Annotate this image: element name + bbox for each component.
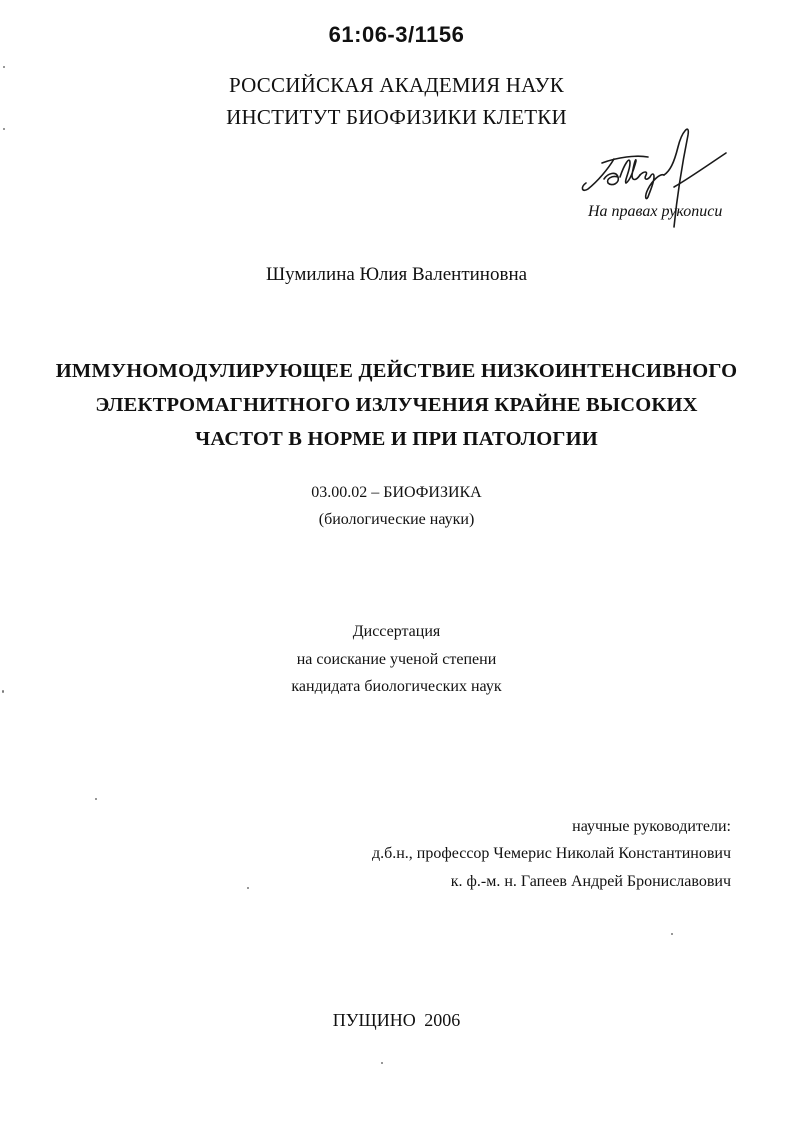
author-name: Шумилина Юлия Валентиновна	[265, 264, 528, 285]
supervisor-second: к. ф.-м. н. Гапеев Андрей Брониславович	[450, 873, 731, 890]
degree-purpose: на соискание ученой степени	[296, 651, 497, 668]
scan-speck	[381, 1062, 383, 1064]
degree-heading: Диссертация	[352, 623, 441, 640]
dissertation-title-line: ИММУНОМОДУЛИРУЮЩЕЕ ДЕЙСТВИЕ НИЗКОИНТЕНСИВНОГО	[55, 360, 738, 382]
specialty-code: 03.00.02 – БИОФИЗИКА	[311, 484, 482, 501]
manuscript-note: На правах рукописи	[588, 203, 723, 220]
supervisor-first: д.б.н., профессор Чемерис Николай Константинович	[371, 845, 731, 862]
institute-name: ИНСТИТУТ БИОФИЗИКИ КЛЕТКИ	[226, 105, 567, 129]
scan-speck	[3, 128, 5, 130]
academy-name: РОССИЙСКАЯ АКАДЕМИЯ НАУК	[229, 73, 564, 97]
dissertation-title-line: ЭЛЕКТРОМАГНИТНОГО ИЗЛУЧЕНИЯ КРАЙНЕ ВЫСОКИХ	[95, 394, 698, 416]
scan-speck	[2, 690, 4, 693]
supervisors-label: научные руководители:	[572, 818, 731, 835]
science-field: (биологические науки)	[318, 511, 475, 528]
degree-name: кандидата биологических наук	[291, 678, 502, 695]
scan-speck	[3, 66, 5, 68]
place-year: ПУЩИНО 2006	[332, 1010, 461, 1030]
scan-speck	[247, 887, 249, 889]
dissertation-title-line: ЧАСТОТ В НОРМЕ И ПРИ ПАТОЛОГИИ	[195, 428, 598, 450]
scan-speck	[671, 933, 673, 935]
scan-speck	[95, 798, 97, 800]
archive-code: 61:06-3/1156	[328, 22, 465, 47]
